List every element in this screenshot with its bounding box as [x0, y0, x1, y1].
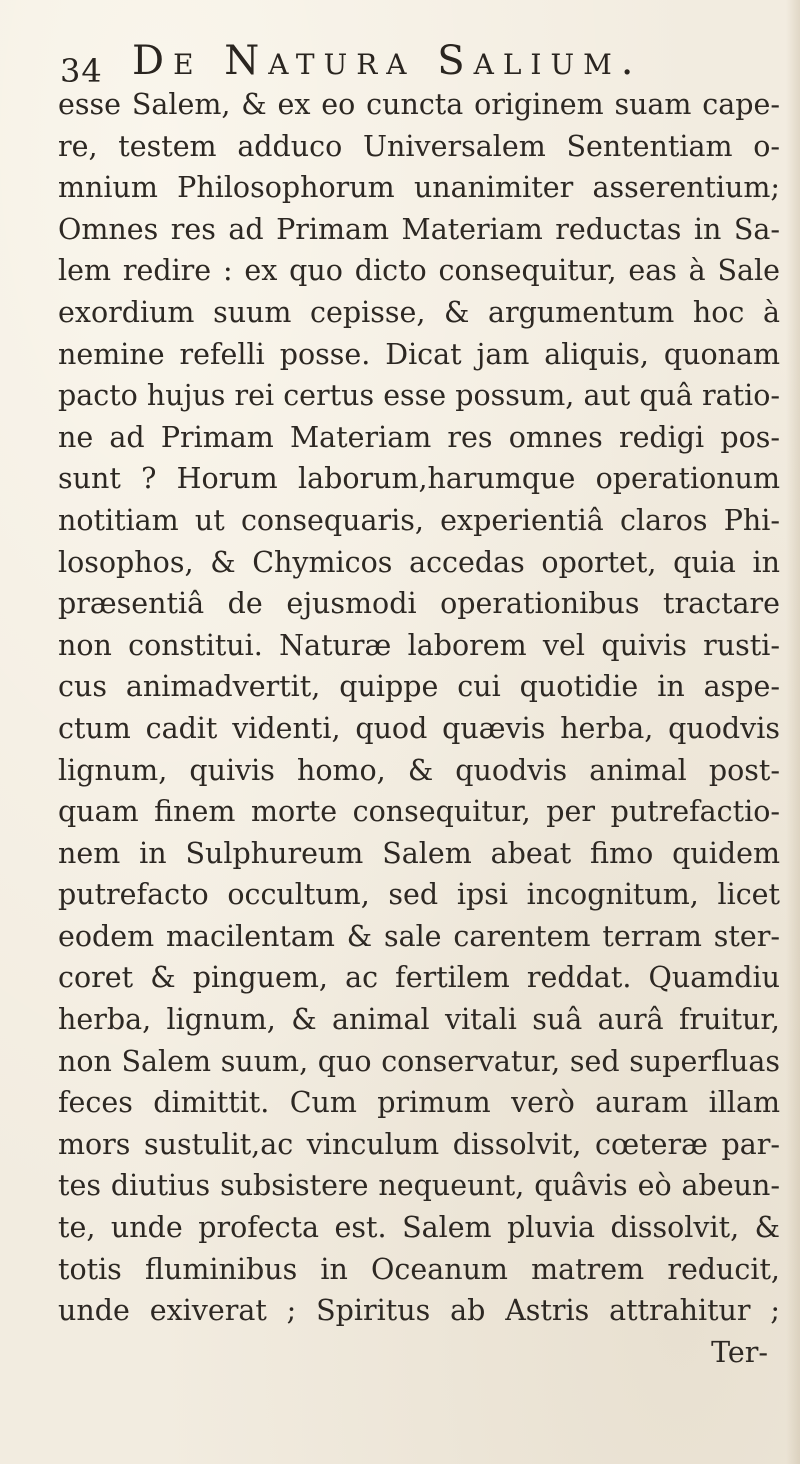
text-line: cus animadvertit, quippe cui quotidie in aspe-: [58, 670, 780, 704]
text-line: putrefacto occultum, sed ipsi incognitum, licet: [58, 878, 780, 912]
text-line: lem redire : ex quo dicto consequitur, eas à Sale: [58, 254, 780, 288]
catchword: Ter-: [711, 1335, 768, 1369]
page-number: 34: [60, 52, 103, 90]
text-line: unde exiverat ; Spiritus ab Astris attrahitur ;: [58, 1294, 780, 1328]
text-line: ctum cadit videnti, quod quævis herba, quodvis: [58, 711, 780, 745]
text-line: coret & pinguem, ac fertilem reddat. Quamdiu: [58, 961, 780, 995]
text-line: quam finem morte consequitur, per putrefactio-: [58, 795, 780, 829]
text-line: esse Salem, & ex eo cuncta originem suam cape-: [58, 88, 780, 121]
text-line: te, unde profecta est. Salem pluvia dissolvit, &: [58, 1211, 780, 1245]
text-line: pacto hujus rei certus esse possum, aut quâ ratio-: [58, 379, 780, 413]
text-line: mnium Philosophorum unanimiter asserentium;: [58, 171, 780, 205]
text-line: feces dimittit. Cum primum verò auram illam: [58, 1086, 780, 1120]
text-line: lignum, quivis homo, & quodvis animal post-: [58, 753, 780, 787]
text-line: notitiam ut consequaris, experientiâ claros Phi-: [58, 503, 780, 537]
running-title: De Natura Salium.: [132, 38, 643, 84]
text-line: ne ad Primam Materiam res omnes redigi pos-: [58, 420, 780, 454]
text-line: totis fluminibus in Oceanum matrem reducit,: [58, 1252, 780, 1286]
text-line: re, testem adduco Universalem Sententiam o-: [58, 129, 780, 163]
page-edge-shadow: [786, 0, 800, 1464]
text-line: non constitui. Naturæ laborem vel quivis rusti-: [58, 628, 780, 662]
text-line: sunt ? Horum laborum,harumque operationum: [58, 462, 780, 496]
text-line: nem in Sulphureum Salem abeat fimo quidem: [58, 836, 780, 870]
text-line: Omnes res ad Primam Materiam reductas in Sa-: [58, 212, 780, 246]
body-text: [58, 84, 780, 1373]
text-line: nemine refelli posse. Dicat jam aliquis, quonam: [58, 337, 780, 371]
text-line: eodem macilentam & sale carentem terram ster-: [58, 919, 780, 953]
text-line: præsentiâ de ejusmodi operationibus tractare: [58, 587, 780, 621]
text-line: losophos, & Chymicos accedas oportet, quia in: [58, 545, 780, 579]
text-line: non Salem suum, quo conservatur, sed superfluas: [58, 1044, 780, 1078]
text-line: mors sustulit,ac vinculum dissolvit, cœteræ par-: [58, 1127, 780, 1161]
text-line: herba, lignum, & animal vitali suâ aurâ fruitur,: [58, 1003, 780, 1037]
text-line: tes diutius subsistere nequeunt, quâvis eò abeun-: [58, 1169, 780, 1203]
text-line: exordium suum cepisse, & argumentum hoc à: [58, 295, 780, 329]
